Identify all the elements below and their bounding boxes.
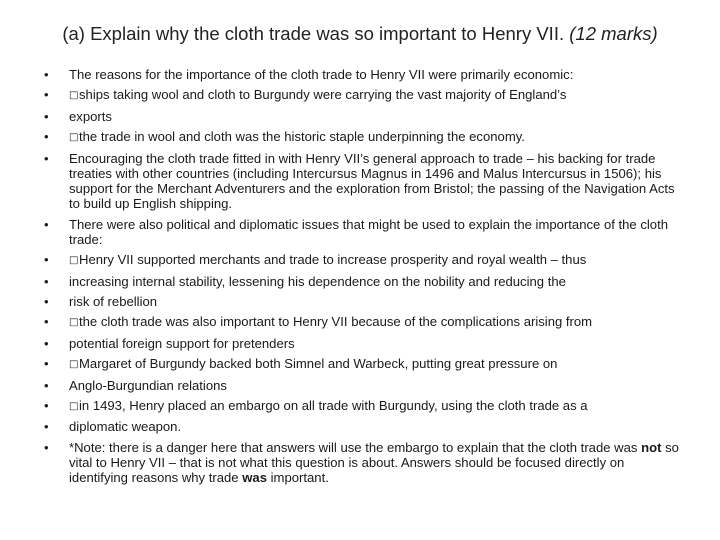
note-emphasis: was: [242, 470, 267, 486]
bullet-icon: •: [44, 150, 49, 166]
bullet-item: [44, 252, 684, 268]
bullet-icon: •: [44, 377, 49, 393]
bullet-item: [44, 217, 684, 247]
bullet-text: potential foreign support for pretenders: [69, 335, 295, 351]
bullet-icon: •: [44, 108, 49, 124]
bullet-text: There were also political and diplomatic issues that might be used to explain the importance of the cloth trade:: [69, 216, 669, 247]
bullet-item: [44, 398, 684, 414]
bullet-icon: •: [44, 419, 49, 435]
bullet-item: [44, 294, 684, 309]
bullet-text: The reasons for the importance of the cloth trade to Henry VII were primarily economic:: [69, 67, 574, 82]
bullet-icon: •: [44, 314, 49, 330]
bullet-text: exports: [69, 108, 112, 124]
title-question: (a) Explain why the cloth trade was so important to Henry VII.: [62, 23, 565, 44]
missing-glyph-icon: □: [69, 255, 79, 267]
missing-glyph-icon: □: [69, 90, 79, 102]
bullet-text: in 1493, Henry placed an embargo on all trade with Burgundy, using the cloth trade as a: [79, 397, 588, 413]
bullet-item: [44, 336, 684, 351]
bullet-icon: •: [44, 87, 49, 103]
bullet-text: ships taking wool and cloth to Burgundy were carrying the vast majority of England’s: [79, 87, 567, 103]
note-part: important.: [266, 470, 329, 486]
bullet-text: Margaret of Burgundy backed both Simnel and Warbeck, putting great pressure on: [79, 356, 558, 372]
note-part: so vital to Henry VII – that is not what this question is about. Answers should be focused directly on identifying reasons why trade: [69, 439, 679, 486]
bullet-item: [44, 419, 684, 434]
bullet-item: [44, 129, 684, 145]
bullet-text: Encouraging the cloth trade fitted in with Henry VII’s general approach to trade – his backing for trade treaties with other countries (including Intercursus Magnus in 1496 and Malus Intercursus in 1506); his support for the Merchant Adventurers and the exploration from Bristol; the passing of the Navigation Acts to build up English shipping.: [69, 150, 675, 212]
title-marks: (12 marks): [569, 23, 658, 44]
bullet-text: the cloth trade was also important to Henry VII because of the complications arising from: [79, 314, 593, 330]
note-emphasis: not: [641, 439, 662, 455]
bullet-item: [44, 314, 684, 330]
bullet-icon: •: [44, 439, 49, 455]
bullet-text: increasing internal stability, lessening his dependence on the nobility and reducing the: [69, 273, 566, 289]
bullet-icon: •: [44, 67, 49, 82]
bullet-icon: •: [44, 273, 49, 289]
missing-glyph-icon: □: [69, 317, 79, 329]
bullet-item: [44, 151, 684, 212]
bullet-item: [44, 378, 684, 393]
bullet-text: risk of rebellion: [69, 293, 158, 309]
bullet-icon: •: [44, 335, 49, 351]
bullet-item: [44, 274, 684, 289]
bullet-icon: •: [44, 216, 49, 232]
bullet-item: [44, 109, 684, 124]
bullet-text: diplomatic weapon.: [69, 419, 182, 435]
bullet-item: [44, 67, 684, 82]
bullet-text: Henry VII supported merchants and trade to increase prosperity and royal wealth – thus: [79, 252, 587, 268]
bullet-icon: •: [44, 397, 49, 413]
missing-glyph-icon: □: [69, 400, 79, 412]
bullet-icon: •: [44, 356, 49, 372]
slide-title: [0, 22, 720, 46]
bullet-icon: •: [44, 293, 49, 309]
missing-glyph-icon: □: [69, 132, 79, 144]
bullet-text: Anglo-Burgundian relations: [69, 377, 227, 393]
bullet-list: [44, 67, 684, 490]
missing-glyph-icon: □: [69, 359, 79, 371]
bullet-icon: •: [44, 129, 49, 145]
bullet-item-note: [44, 440, 684, 486]
note-text: [69, 440, 679, 485]
bullet-item: [44, 356, 684, 372]
bullet-text: the trade in wool and cloth was the historic staple underpinning the economy.: [79, 129, 525, 145]
bullet-icon: •: [44, 252, 49, 268]
note-part: *Note: there is a danger here that answers will use the embargo to explain that the cloth trade was: [69, 439, 642, 455]
bullet-item: [44, 87, 684, 103]
